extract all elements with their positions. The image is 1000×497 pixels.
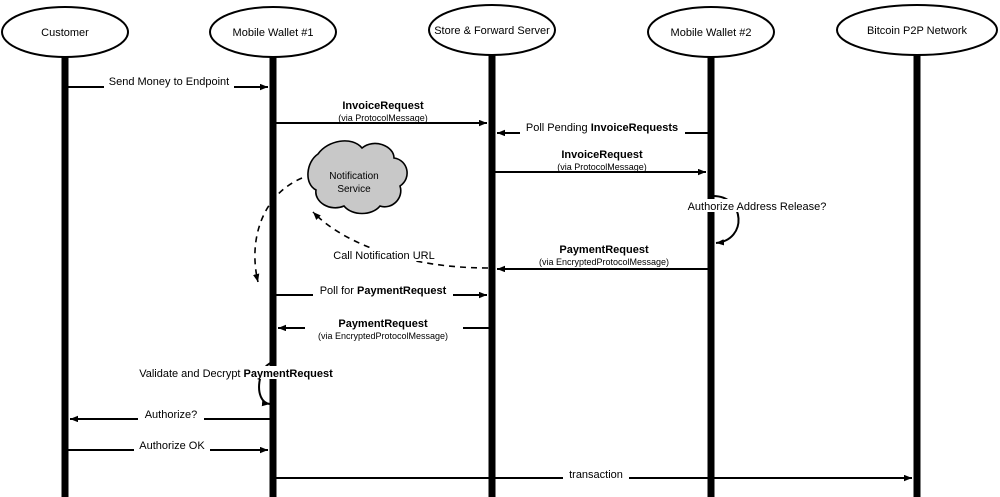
message-labels (104, 75, 832, 481)
label-poll-for-paymentrequest (313, 285, 453, 298)
label-text-emph: PaymentRequest (357, 285, 447, 297)
arrow-notification-subscribe-dashed[interactable] (255, 178, 302, 282)
label-authorize-question (138, 408, 204, 421)
label-validate-and-decrypt-paymentrequest (138, 366, 334, 380)
label-text-sub: (via EncryptedProtocolMessage) (317, 331, 449, 341)
lifeline-bars (65, 55, 917, 497)
label-text: Authorize OK (139, 440, 205, 452)
label-call-notification-url (325, 248, 443, 262)
label-text-prefix: Validate and Decrypt (139, 368, 244, 380)
cloud-label-line1: Notification (329, 171, 379, 182)
label-text: Call Notification URL (333, 250, 435, 262)
label-text-emph: InvoiceRequests (590, 122, 679, 134)
label-text-main: PaymentRequest (559, 244, 649, 256)
label-text-sub: (via ProtocolMessage) (557, 162, 647, 172)
label-text (526, 122, 678, 134)
label-text-sub: (via ProtocolMessage) (338, 113, 428, 123)
label-invoicerequest-server-to-wallet2 (539, 145, 665, 172)
label-paymentrequest-wallet2-to-server (525, 240, 685, 267)
notification-service-cloud[interactable] (308, 141, 407, 214)
actor-label-customer: Customer (41, 26, 89, 39)
actor-label-store-forward-server: Store & Forward Server (434, 24, 550, 37)
cloud-label-line2: Service (337, 184, 371, 195)
actor-label-mobile-wallet-1: Mobile Wallet #1 (232, 26, 314, 39)
label-text-main: InvoiceRequest (342, 100, 424, 112)
label-text-prefix: Poll for (319, 285, 358, 297)
label-text-prefix: Poll Pending (525, 122, 591, 134)
actor-label-mobile-wallet-2: Mobile Wallet #2 (670, 26, 752, 39)
actor-heads (2, 5, 997, 57)
label-authorize-address-release (684, 199, 832, 213)
label-paymentrequest-server-to-wallet1 (305, 314, 463, 341)
label-text-sub: (via EncryptedProtocolMessage) (538, 257, 670, 267)
label-text: Send Money to Endpoint (108, 76, 230, 88)
label-text: Authorize Address Release? (687, 201, 827, 213)
label-text: transaction (569, 469, 623, 481)
label-text-main: PaymentRequest (338, 318, 428, 330)
label-text (320, 285, 447, 297)
label-text: Authorize? (144, 409, 198, 421)
label-text-main: InvoiceRequest (561, 149, 643, 161)
label-poll-pending-invoicerequests (520, 121, 685, 134)
label-text (139, 368, 333, 380)
label-text-emph: PaymentRequest (243, 368, 333, 380)
label-transaction (563, 468, 629, 481)
label-invoicerequest-wallet1-to-server (320, 96, 446, 123)
actor-label-bitcoin-p2p-network: Bitcoin P2P Network (866, 24, 968, 37)
label-authorize-ok (134, 439, 210, 452)
label-send-money-to-endpoint (104, 75, 234, 88)
